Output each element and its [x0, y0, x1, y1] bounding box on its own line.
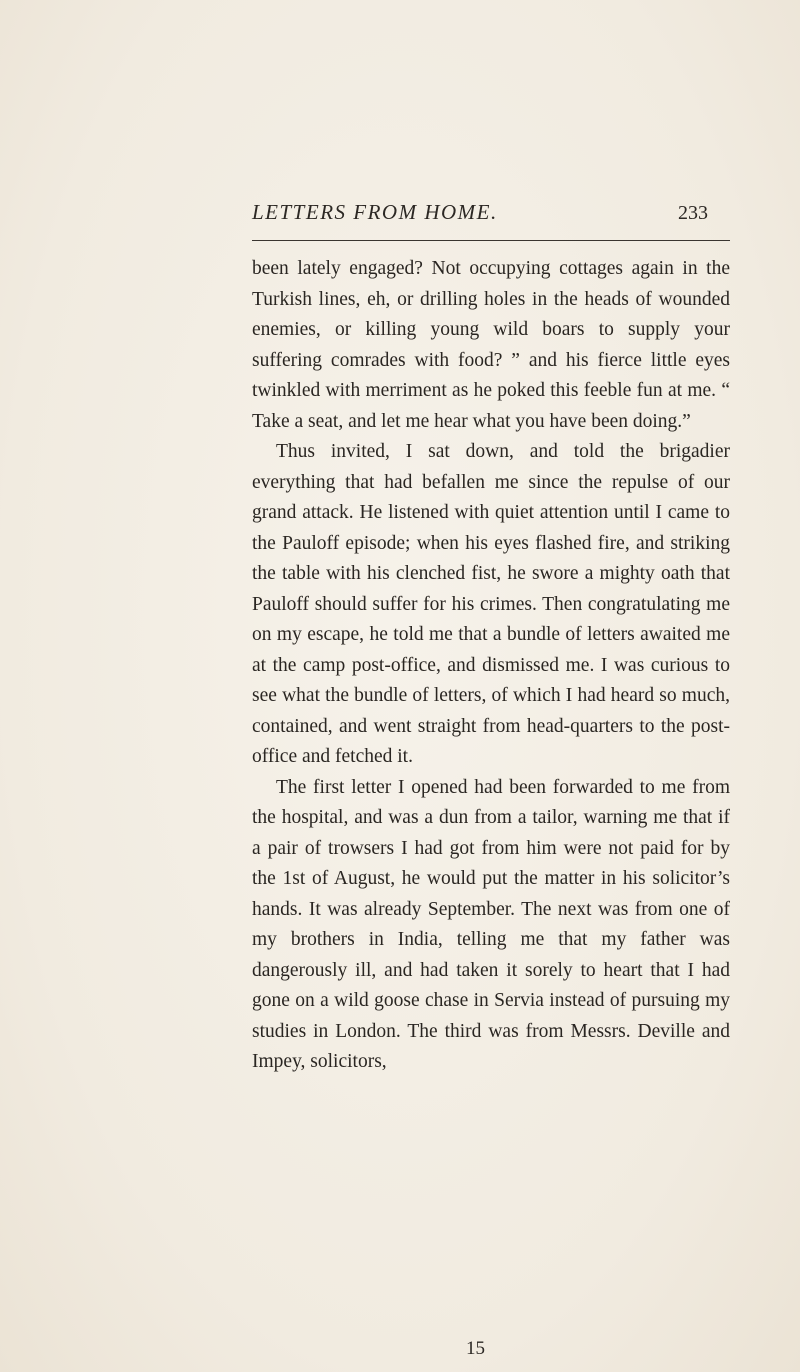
- running-title: LETTERS FROM HOME.: [252, 200, 498, 224]
- running-head: [252, 200, 732, 236]
- body-text: [252, 254, 730, 1078]
- paragraph-2: Thus invited, I sat down, and told the brigadier everything that had befallen me since the repulse of our grand attack. He listened with quiet attention until I came to the Pauloff episode; when his eyes flashed fire, and striking the table with his clenched fist, he swore a mighty oath that Pauloff should suffer for his crimes. Then congratulating me on my escape, he told me that a bundle of letters awaited me at the camp post-office, and dismissed me. I was curious to see what the bundle of letters, of which I had heard so much, contained, and went straight from head-quarters to the post-office and fetched it.: [252, 441, 730, 767]
- signature-mark: 15: [466, 1338, 485, 1359]
- page-number: 233: [678, 202, 708, 224]
- header-rule: [252, 240, 730, 241]
- paragraph-3: The first letter I opened had been forwarded to me from the hospital, and was a dun from a tailor, warning me that if a pair of trowsers I had got from him were not paid for by the 1st of August, he would put the matter in his solicitor’s hands. It was already September. The next was from one of my brothers in India, telling me that my father was dangerously ill, and had taken it sorely to heart that I had gone on a wild goose chase in Servia instead of pursuing my studies in London. The third was from Messrs. Deville and Impey, solicitors,: [252, 776, 730, 1072]
- paragraph-1: been lately engaged? Not occupying cottages again in the Turkish lines, eh, or drilling holes in the heads of wounded enemies, or killing young wild boars to supply your suffering comrades with food? ” and his fierce little eyes twinkled with merriment as he poked this feeble fun at me. “ Take a seat, and let me hear what you have been doing.”: [252, 258, 730, 432]
